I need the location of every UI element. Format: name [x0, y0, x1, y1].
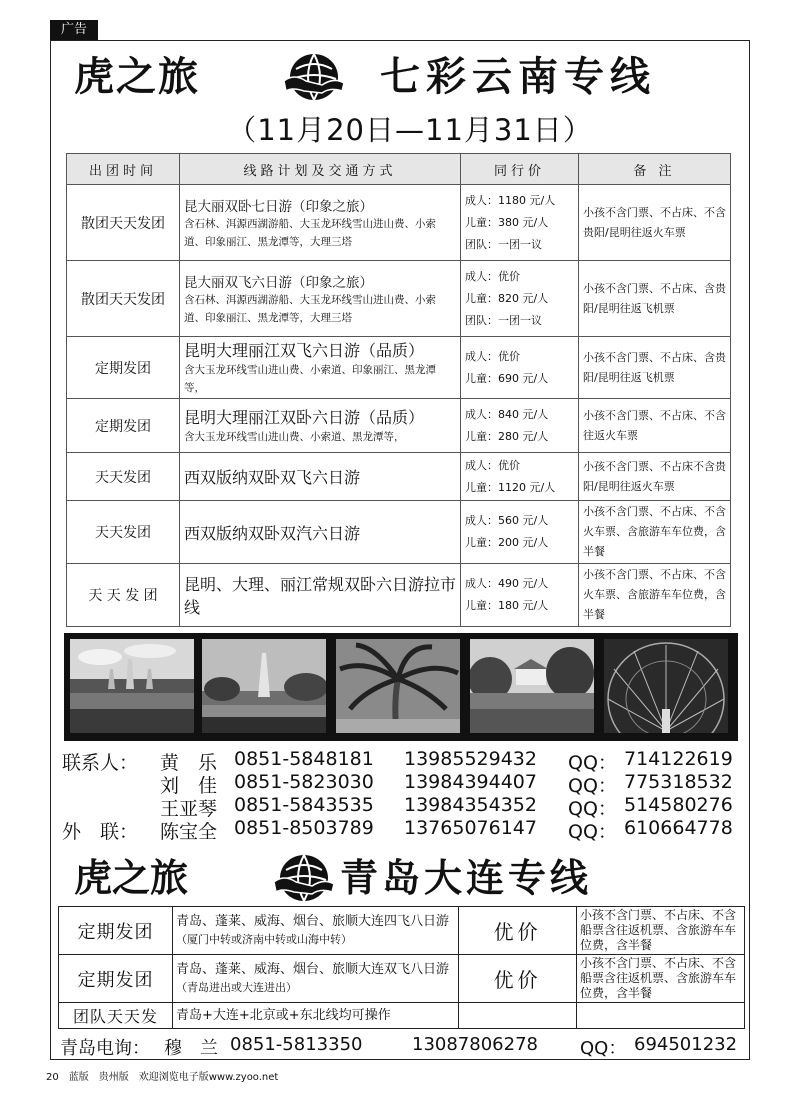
price-cell [461, 453, 579, 501]
price-line: 团队：一团一议 [465, 237, 542, 251]
route-cell [180, 399, 461, 453]
route-cell [180, 261, 461, 337]
route-main: 青岛、蓬莱、威海、烟台、旅顺大连双飞八日游 [176, 961, 450, 977]
contact-mobile: 13984394407 [404, 771, 537, 793]
depart-cell: 散团天天发团 [67, 185, 180, 261]
depart-cell: 散团天天发团 [67, 261, 180, 337]
contact-mobile: 13985529432 [404, 748, 537, 770]
contact-label: 联系人： [62, 752, 139, 774]
depart-cell: 定期发团 [59, 907, 173, 955]
contact-phone: 0851-5823030 [234, 771, 374, 793]
routes-table [66, 153, 731, 627]
line-name: 七彩云南专线 [380, 53, 656, 100]
contact-phone: 0851-5848181 [234, 748, 374, 770]
table-row [67, 185, 731, 261]
price-line: 儿童：690 元/人 [465, 371, 549, 385]
price-cell [461, 337, 579, 399]
qq-label: QQ： [568, 775, 617, 797]
table-row [67, 453, 731, 501]
price-line: 成人：560 元/人 [465, 514, 549, 527]
contact-qq: 514580276 [624, 794, 733, 816]
contact-mobile: 13765076147 [404, 817, 537, 839]
contact-qq: 610664778 [624, 817, 733, 839]
route-name: 昆明、大理、丽江常规双卧六日游拉市线 [184, 575, 457, 617]
photo-pagoda-lake [202, 639, 326, 733]
photo-pagodas [70, 639, 194, 733]
photo-river-village [470, 639, 594, 733]
table-row [67, 501, 731, 564]
contact-row [62, 748, 752, 774]
contact-name: 王亚琴 [160, 798, 218, 820]
price-cell: 优价 [459, 955, 577, 1003]
photo-peacock [604, 639, 728, 733]
brand-name: 虎之旅 [74, 53, 200, 100]
price-cell [461, 399, 579, 453]
contact-row [62, 794, 752, 820]
price-line: 儿童：820 元/人 [465, 291, 549, 305]
qq-label: QQ： [568, 752, 617, 774]
route-main: 青岛+大连+北京或+东北线均可操作 [176, 1007, 391, 1023]
price-line: 团队：一团一议 [465, 313, 542, 327]
depart-cell: 天天发团 [67, 501, 180, 564]
contact-mobile: 13984354352 [404, 794, 537, 816]
column-header: 线路计划及交通方式 [180, 154, 461, 185]
line-name: 青岛大连专线 [340, 855, 593, 900]
contact-label: 青岛电询： [60, 1038, 150, 1059]
contact-row [62, 771, 752, 797]
route-desc: 含大玉龙环线雪山进山费、小索道、印象丽江、黑龙潭等， [184, 364, 436, 394]
price-line: 儿童：180 元/人 [465, 599, 549, 612]
table-row [67, 261, 731, 337]
depart-cell: 定期发团 [67, 337, 180, 399]
qq-label: QQ： [568, 798, 617, 820]
contact-phone: 0851-5813350 [230, 1034, 363, 1055]
price-line: 成人：840 元/人 [465, 407, 549, 421]
contact-name: 黄 乐 [160, 752, 218, 774]
notes-cell: 小孩不含门票、不占床、含贵阳/昆明往返飞机票 [579, 337, 731, 399]
route-cell [173, 1003, 459, 1029]
route-note: （厦门中转或济南中转或山海中转） [176, 932, 352, 946]
route-desc: 含石林、洱源西湖游船、大玉龙环线雪山进山费、小索道、印象丽江、黑龙潭等，大理三塔 [184, 293, 436, 324]
title-qingdao [60, 850, 740, 906]
price-cell [461, 564, 579, 627]
route-desc: 含大玉龙环线雪山进山费、小索道、黑龙潭等， [184, 431, 405, 443]
table-row [67, 564, 731, 627]
depart-cell: 天 天 发 团 [67, 564, 180, 627]
ad-tag: 广告 [50, 20, 98, 40]
contact-qq: 775318532 [624, 771, 733, 793]
table-row [59, 955, 745, 1003]
route-name: 西双版纳双卧双汽六日游 [184, 523, 361, 543]
page-footer: 20 蓝版 贵州版 欢迎浏览电子版www.zyoo.net [46, 1072, 279, 1083]
depart-cell: 天天发团 [67, 453, 180, 501]
route-cell [180, 501, 461, 564]
table-header-row [67, 154, 731, 185]
route-cell [180, 337, 461, 399]
price-line: 成人：优价 [465, 349, 520, 363]
brand-name: 虎之旅 [74, 855, 189, 900]
column-header: 同行价 [461, 154, 579, 185]
price-line: 儿童：280 元/人 [465, 429, 549, 443]
depart-cell: 定期发团 [59, 955, 173, 1003]
photo-strip [64, 633, 738, 741]
notes-cell: 小孩不含门票、不占床、不含往返火车票 [579, 399, 731, 453]
contact-name: 穆 兰 [164, 1038, 218, 1059]
title-yunnan [60, 48, 740, 106]
price-line: 成人：优价 [465, 269, 520, 283]
notes-cell: 小孩不含门票、不占床、不含火车票、含旅游车车位费，含半餐 [579, 501, 731, 564]
qingdao-contact-row [60, 1034, 750, 1058]
photo-palm-garden [336, 639, 460, 733]
table-row [67, 337, 731, 399]
notes-cell: 小孩不含门票、不占床、含贵阳/昆明往返飞机票 [579, 261, 731, 337]
table-row [59, 1003, 745, 1029]
route-cell [180, 185, 461, 261]
depart-cell: 团队天天发 [59, 1003, 173, 1029]
notes-cell: 小孩不含门票、不占床、不含火车票、含旅游车车位费，含半餐 [579, 564, 731, 627]
table-row [59, 907, 745, 955]
price-cell [461, 501, 579, 564]
route-name: 昆明大理丽江双卧六日游（品质） [184, 408, 425, 427]
price-cell [461, 261, 579, 337]
depart-cell: 定期发团 [67, 399, 180, 453]
notes-cell [577, 1003, 745, 1029]
contacts-block [62, 748, 752, 843]
route-note: （青岛进出或大连进出） [176, 980, 297, 994]
contact-name: 刘 佳 [160, 775, 218, 797]
route-main: 青岛、蓬莱、威海、烟台、旅顺大连四飞八日游 [176, 913, 450, 929]
route-cell [180, 453, 461, 501]
price-line: 儿童：200 元/人 [465, 536, 549, 549]
price-cell [459, 1003, 577, 1029]
route-cell [173, 955, 459, 1003]
notes-cell: 小孩不含门票、不占床、不含船票含往返机票、含旅游车车位费，含半餐 [577, 907, 745, 955]
price-line: 儿童：1120 元/人 [465, 480, 556, 494]
notes-cell: 小孩不含门票、不占床不含贵阳/昆明往返火车票 [579, 453, 731, 501]
qq-label: QQ： [580, 1038, 627, 1059]
route-cell [180, 564, 461, 627]
contact-row [62, 817, 752, 843]
route-cell [173, 907, 459, 955]
price-line: 成人：1180 元/人 [465, 193, 556, 207]
route-name: 西双版纳双卧双飞六日游 [184, 468, 361, 487]
outside-label: 外 联： [62, 821, 139, 843]
route-name: 昆大丽双卧七日游（印象之旅） [184, 198, 373, 215]
contact-mobile: 13087806278 [412, 1034, 538, 1055]
notes-cell: 小孩不含门票、不占床、不含贵阳/昆明往返火车票 [579, 185, 731, 261]
contact-name: 陈宝全 [160, 821, 218, 843]
price-cell: 优价 [459, 907, 577, 955]
price-line: 成人：优价 [465, 458, 520, 472]
contact-qq: 694501232 [634, 1034, 738, 1055]
route-name: 昆大丽双飞六日游（印象之旅） [184, 274, 373, 291]
table-row [67, 399, 731, 453]
column-header: 备 注 [579, 154, 731, 185]
date-range: （11月20日—11月31日） [227, 113, 593, 147]
contact-phone: 0851-5843535 [234, 794, 374, 816]
notes-cell: 小孩不含门票、不占床、不含船票含往返机票、含旅游车车位费，含半餐 [577, 955, 745, 1003]
route-desc: 含石林、洱源西湖游船、大玉龙环线雪山进山费、小索道、印象丽江、黑龙潭等，大理三塔 [184, 217, 436, 248]
globe-logo-icon [272, 852, 336, 904]
route-name: 昆明大理丽江双飞六日游（品质） [184, 341, 425, 360]
price-line: 儿童：380 元/人 [465, 215, 549, 229]
qingdao-table [58, 906, 745, 1029]
globe-logo-icon [282, 51, 346, 103]
price-line: 成人：490 元/人 [465, 577, 549, 590]
qq-label: QQ： [568, 821, 617, 843]
price-cell [461, 185, 579, 261]
column-header: 出团时间 [67, 154, 180, 185]
contact-phone: 0851-8503789 [234, 817, 374, 839]
contact-qq: 714122619 [624, 748, 733, 770]
